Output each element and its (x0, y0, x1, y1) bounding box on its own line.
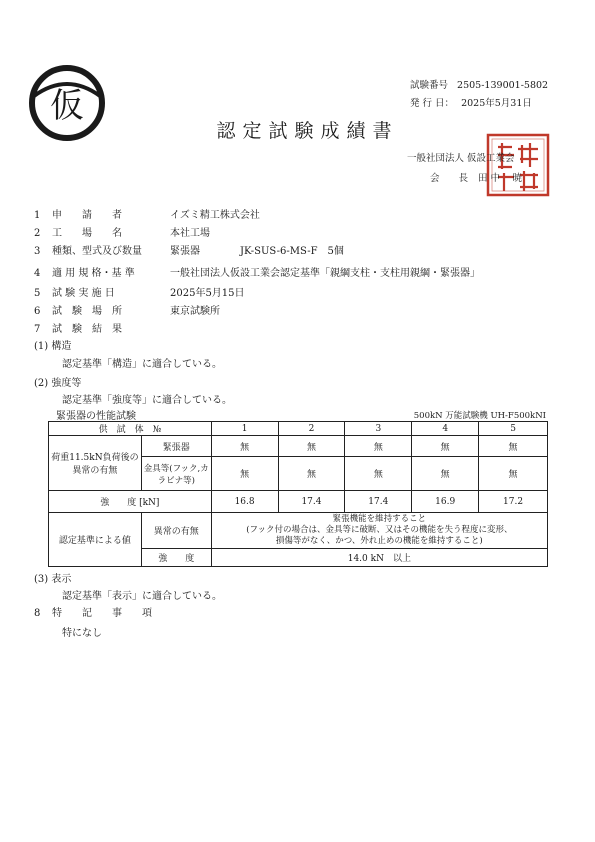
abnormal-criteria: 緊張機能を維持すること (フック付の場合は、金具等に破断、又はその機能を失う程度に変形、 損傷等がなく、かつ、外れ止めの機能を維持すること) (211, 513, 547, 549)
table-cell: 17.4 (345, 491, 412, 513)
item-standard: 4 適 用 規 格・基 準 一般社団法人仮設工業会認定基準「親綱支柱・支柱用親綱・緊張器」 (34, 268, 480, 279)
table-cell: 無 (211, 457, 278, 491)
criteria-label: 認定基準による値 (49, 513, 142, 567)
issuer-name: 田 中 暁 (478, 173, 523, 184)
structure-text: 認定基準「構造」に適合している。 (62, 359, 222, 370)
item-factory: 2 工 場 名 本社工場 (34, 228, 210, 239)
table-cell: 無 (345, 436, 412, 457)
table-cell: 16.8 (211, 491, 278, 513)
table-header-row (49, 422, 548, 436)
issue-date: 2025年5月31日 (461, 98, 532, 109)
test-number-label: 試験番号 (410, 80, 449, 91)
strength-criteria-label: 強 度 (141, 549, 211, 567)
specimen-header: 供 試 体 № (49, 422, 212, 436)
document-meta (410, 79, 548, 110)
structure-heading: (1) 構造 (34, 341, 72, 352)
table-cell: 無 (345, 457, 412, 491)
table-row (49, 436, 548, 457)
test-number-row (410, 79, 548, 92)
table-cell: 無 (412, 457, 479, 491)
issuer-org: 一般社団法人 仮設工業会 (407, 153, 515, 164)
item-test-date: 5 試 験 実 施 日 2025年5月15日 (34, 288, 245, 299)
abnormal-label: 異常の有無 (141, 513, 211, 549)
strength-label: 強 度 [kN] (49, 491, 212, 513)
issue-date-row (410, 97, 548, 110)
item-type-model: 3 種類、型式及び数量 緊張器 JK-SUS-6-MS-F 5個 (34, 246, 344, 257)
remarks-text: 特になし (62, 628, 102, 639)
item-remarks: 8 特 記 事 項 (34, 608, 152, 619)
official-seal-icon (486, 133, 550, 197)
issuer-role: 会 長 (430, 173, 469, 184)
display-text: 認定基準「表示」に適合している。 (62, 591, 222, 602)
table-cell: 無 (278, 436, 345, 457)
table-row (49, 491, 548, 513)
table-cell: 17.2 (479, 491, 548, 513)
table-cell: 無 (479, 457, 548, 491)
specimen-no: 2 (278, 422, 345, 436)
display-heading: (3) 表示 (34, 574, 72, 585)
load-label: 荷重11.5kN負荷後の異常の有無 (49, 436, 142, 491)
table-cell: 無 (412, 436, 479, 457)
performance-test-table (48, 421, 548, 567)
table-cell: 無 (278, 457, 345, 491)
item-applicant: 1 申 請 者 イズミ精工株式会社 (34, 210, 260, 221)
strength-heading: (2) 強度等 (34, 378, 82, 389)
table-cell: 無 (479, 436, 548, 457)
specimen-no: 3 (345, 422, 412, 436)
specimen-no: 5 (479, 422, 548, 436)
table-cell: 無 (211, 436, 278, 457)
strength-criteria-value: 14.0 kN 以上 (211, 549, 547, 567)
perf-table-title: 緊張器の性能試験 (56, 411, 136, 422)
item-test-location: 6 試 験 場 所 東京試験所 (34, 306, 220, 317)
strength-text: 認定基準「強度等」に適合している。 (62, 395, 232, 406)
row-label-fittings: 金具等(フック,カラビナ等) (141, 457, 211, 491)
table-row (49, 513, 548, 549)
row-label-tensioner: 緊張器 (141, 436, 211, 457)
table-cell: 17.4 (278, 491, 345, 513)
specimen-no: 1 (211, 422, 278, 436)
table-cell: 16.9 (412, 491, 479, 513)
page-title: 認定試験成績書 (216, 120, 399, 142)
test-machine: 500kN 万能試験機 UH-F500kNI (413, 411, 546, 421)
specimen-no: 4 (412, 422, 479, 436)
test-number: 2505-139001-5802 (457, 80, 549, 91)
logo-char: 仮 (50, 86, 84, 126)
item-test-result: 7 試 験 結 果 (34, 324, 122, 335)
issue-date-label: 発 行 日： (410, 98, 455, 109)
